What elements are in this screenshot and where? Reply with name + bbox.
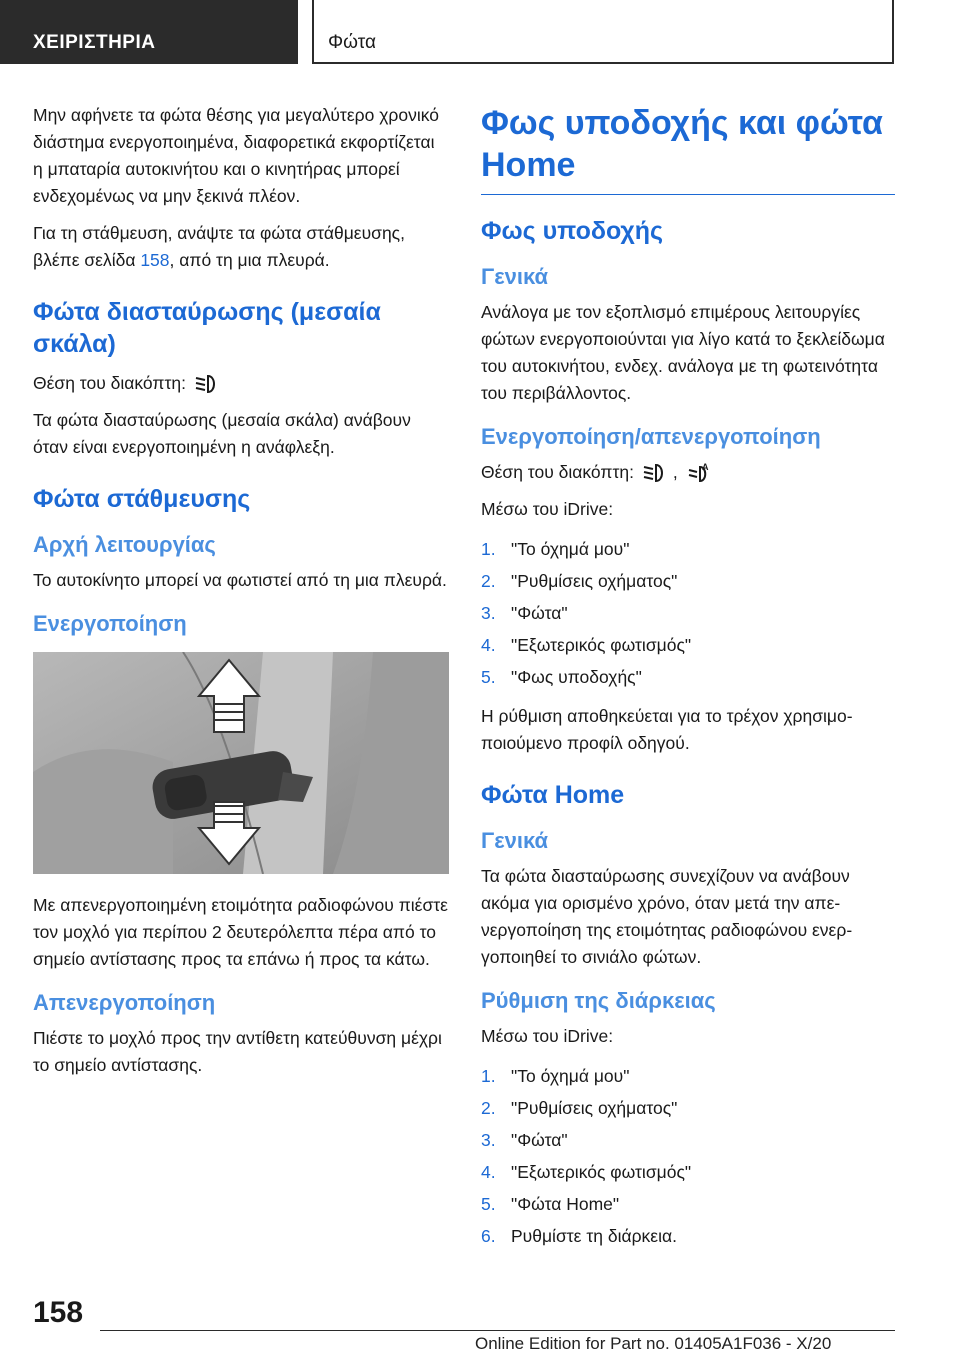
list-item bbox=[481, 1220, 895, 1252]
paragraph: Μην αφήνετε τα φώτα θέσης για μεγαλύτερο χρονικό διάστημα ενεργοποιημένα, διαφορετικά εκφορτίζεται η μπαταρία αυτοκινήτου και ο κινητήρας μπορεί ενδεχομένως να μην ξεκινά πλέον. bbox=[33, 105, 439, 206]
paragraph: Τα φώτα διασταύρωσης (μεσαία σκάλα) ανάβουν όταν είναι ενεργοποιημένη η ανάφλεξη. bbox=[33, 410, 411, 457]
paragraph: Η ρύθμιση αποθηκεύεται για το τρέχον χρησιμοποιούμενο προφίλ οδηγού. bbox=[481, 706, 853, 753]
step-number: 2. bbox=[481, 1098, 496, 1118]
paragraph: Με απενεργοποιημένη ετοιμότητα ραδιοφώνου πιέστε τον μοχλό για περίπου 2 δευτερόλεπτα πέρα από το σημείο αντίστασης προς τα επάνω ή προς τα κάτω. bbox=[33, 895, 448, 969]
heading-welcome-home: Φως υποδοχής και φώτα Home bbox=[481, 102, 895, 195]
heading-general: Γενικά bbox=[481, 264, 549, 289]
step-text: "Εξωτερικός φωτισμός" bbox=[511, 635, 692, 655]
paragraph: Τα φώτα διασταύρωσης συνεχίζουν να ανάβουν ακόμα για ορισμένο χρόνο, όταν μετά την απενεργοποίηση της ετοιμότητας ραδιοφώνου ενεργοποιηθεί το σινιάλο φώτων. bbox=[481, 866, 853, 967]
step-text: "Φως υποδοχής" bbox=[511, 667, 642, 687]
list-item bbox=[481, 1060, 895, 1092]
step-text: Ρυθμίστε τη διάρκεια. bbox=[511, 1226, 677, 1246]
heading-welcome-light: Φως υποδοχής bbox=[481, 217, 664, 245]
paragraph: Μέσω του iDrive: bbox=[481, 499, 614, 519]
step-text: "Εξωτερικός φωτισμός" bbox=[511, 1162, 692, 1182]
paragraph: Το αυτοκίνητο μπορεί να φωτιστεί από τη μια πλευρά. bbox=[33, 570, 447, 590]
text: Για τη στάθμευση, ανάψτε τα φώτα στάθμευσης, βλέπε σελίδα bbox=[33, 223, 405, 270]
switch-position bbox=[33, 370, 449, 397]
step-text: "Το όχημά μου" bbox=[511, 539, 630, 559]
step-number: 3. bbox=[481, 603, 496, 623]
list-item bbox=[481, 565, 895, 597]
svg-text:A: A bbox=[701, 462, 709, 473]
heading-on-off: Ενεργοποίηση/απενεργοποίηση bbox=[481, 424, 821, 449]
footer-edition: Online Edition for Part no. 01405A1F036 - X/20 bbox=[475, 1334, 832, 1353]
text: Θέση του διακόπτη: bbox=[33, 373, 186, 393]
heading-deactivation: Απενεργοποίηση bbox=[33, 990, 216, 1015]
heading-principle: Αρχή λειτουργίας bbox=[33, 532, 216, 557]
text: Θέση του διακόπτη: bbox=[481, 462, 634, 482]
step-number: 6. bbox=[481, 1226, 496, 1246]
switch-position bbox=[481, 459, 895, 486]
heading-general: Γενικά bbox=[481, 828, 549, 853]
paragraph: Πιέστε το μοχλό προς την αντίθετη κατεύθυνση μέχρι το σημείο αντίστασης. bbox=[33, 1028, 442, 1075]
heading-duration: Ρύθμιση της διάρκειας bbox=[481, 988, 716, 1013]
left-column bbox=[33, 102, 449, 1089]
step-text: "Ρυθμίσεις οχήματος" bbox=[511, 1098, 678, 1118]
low-beam-icon bbox=[194, 373, 220, 395]
header-title: Φώτα bbox=[312, 0, 894, 64]
low-beam-icon bbox=[642, 462, 668, 484]
text: , από τη μια πλευρά. bbox=[169, 250, 330, 270]
step-number: 1. bbox=[481, 1066, 496, 1086]
list-item bbox=[481, 629, 895, 661]
footer-divider bbox=[100, 1330, 895, 1331]
heading-parking-lights: Φώτα στάθμευσης bbox=[33, 485, 251, 513]
list-item bbox=[481, 597, 895, 629]
step-number: 4. bbox=[481, 635, 496, 655]
step-number: 1. bbox=[481, 539, 496, 559]
step-text: "Φώτα Home" bbox=[511, 1194, 620, 1214]
list-item bbox=[481, 1156, 895, 1188]
step-text: "Φώτα" bbox=[511, 603, 568, 623]
step-number: 5. bbox=[481, 667, 496, 687]
steps-list bbox=[481, 1060, 895, 1252]
page-link[interactable]: 158 bbox=[140, 250, 170, 270]
heading-daytime-lights: Φώτα διασταύρωσης (μεσαία σκάλα) bbox=[33, 298, 381, 358]
list-item bbox=[481, 661, 895, 693]
list-item bbox=[481, 533, 895, 565]
heading-activation: Ενεργοποίηση bbox=[33, 611, 187, 636]
step-number: 3. bbox=[481, 1130, 496, 1150]
stalk-illustration bbox=[33, 652, 449, 874]
step-number: 2. bbox=[481, 571, 496, 591]
auto-light-icon bbox=[686, 462, 712, 484]
steps-list bbox=[481, 533, 895, 693]
heading-home-lights: Φώτα Home bbox=[481, 781, 625, 809]
list-item bbox=[481, 1188, 895, 1220]
page-number: 158 bbox=[33, 1296, 84, 1329]
list-item bbox=[481, 1124, 895, 1156]
paragraph: Μέσω του iDrive: bbox=[481, 1026, 614, 1046]
list-item bbox=[481, 1092, 895, 1124]
text: , bbox=[672, 462, 678, 482]
paragraph: Ανάλογα με τον εξοπλισμό επιμέρους λειτουργίες φώτων ενεργοποιούνται για λίγο κατά το ξεκλείδωμα του αυτοκινήτου, ενδεχ. ανάλογα με τη φωτεινότητα του περιβάλλοντος. bbox=[481, 302, 885, 403]
right-column bbox=[481, 102, 895, 1262]
paragraph bbox=[33, 220, 449, 274]
step-text: "Ρυθμίσεις οχήματος" bbox=[511, 571, 678, 591]
header-section: ΧΕΙΡΙΣΤΗΡΙΑ bbox=[0, 0, 298, 64]
step-number: 4. bbox=[481, 1162, 496, 1182]
step-text: "Φώτα" bbox=[511, 1130, 568, 1150]
step-text: "Το όχημά μου" bbox=[511, 1066, 630, 1086]
step-number: 5. bbox=[481, 1194, 496, 1214]
